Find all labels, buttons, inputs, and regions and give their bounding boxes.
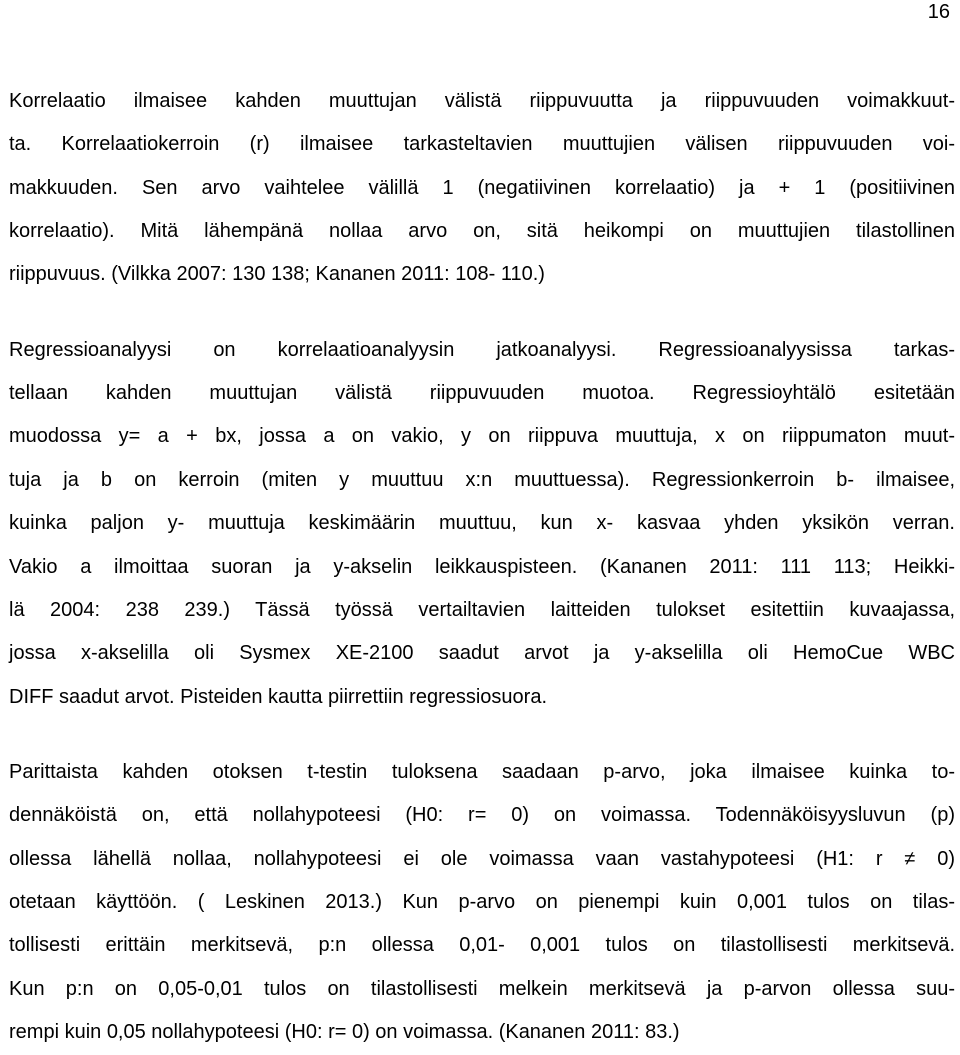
text-line: ollessa lähellä nollaa, nollahypoteesi ei ole voimassa vaan vastahypoteesi (H1: r ≠ 0) [9,848,955,870]
text-line: dennäköistä on, että nollahypoteesi (H0: r= 0) on voimassa. Todennäköisyysluvun (p) [9,804,955,826]
text-line: Korrelaatio ilmaisee kahden muuttujan välistä riippuvuutta ja riippuvuuden voimakkuut- [9,90,955,112]
text-line: riippuvuus. (Vilkka 2007: 130 138; Kananen 2011: 108- 110.) [9,263,545,285]
text-line: makkuuden. Sen arvo vaihtelee välillä 1 (negatiivinen korrelaatio) ja + 1 (positiivinen [9,177,955,199]
text-line: Parittaista kahden otoksen t-testin tuloksena saadaan p-arvo, joka ilmaisee kuinka to- [9,761,955,783]
text-line: DIFF saadut arvot. Pisteiden kautta piirrettiin regressiosuora. [9,686,548,708]
text-line: tollisesti erittäin merkitsevä, p:n ollessa 0,01- 0,001 tulos on tilastollisesti merkitsevä. [9,934,955,956]
text-line: korrelaatio). Mitä lähempänä nollaa arvo on, sitä heikompi on muuttujien tilastollinen [9,220,955,242]
text-line: jossa x-akselilla oli Sysmex XE-2100 saadut arvot ja y-akselilla oli HemoCue WBC [9,642,955,664]
text-line: otetaan käyttöön. ( Leskinen 2013.) Kun p-arvo on pienempi kuin 0,001 tulos on tilas- [9,891,955,913]
text-line: Regressioanalyysi on korrelaatioanalyysin jatkoanalyysi. Regressioanalyysissa tarkas- [9,339,955,361]
text-line: Kun p:n on 0,05-0,01 tulos on tilastollisesti melkein merkitsevä ja p-arvon ollessa suu- [9,978,955,1000]
page-number: 16 [927,1,950,23]
text-line: kuinka paljon y- muuttuja keskimäärin muuttuu, kun x- kasvaa yhden yksikön verran. [9,512,955,534]
text-line: Vakio a ilmoittaa suoran ja y-akselin leikkauspisteen. (Kananen 2011: 111 113; Heikki- [9,556,955,578]
text-line: rempi kuin 0,05 nollahypoteesi (H0: r= 0) on voimassa. (Kananen 2011: 83.) [9,1021,680,1043]
text-line: tuja ja b on kerroin (miten y muuttuu x:n muuttuessa). Regressionkerroin b- ilmaisee, [9,469,955,491]
text-line: ta. Korrelaatiokerroin (r) ilmaisee tarkasteltavien muuttujien välisen riippuvuuden voi- [9,133,955,155]
text-line: tellaan kahden muuttujan välistä riippuvuuden muotoa. Regressioyhtälö esitetään [9,382,955,404]
text-line: lä 2004: 238 239.) Tässä työssä vertailtavien laitteiden tulokset esitettiin kuvaajassa, [9,599,955,621]
text-line: muodossa y= a + bx, jossa a on vakio, y on riippuva muuttuja, x on riippumaton muut- [9,425,955,447]
